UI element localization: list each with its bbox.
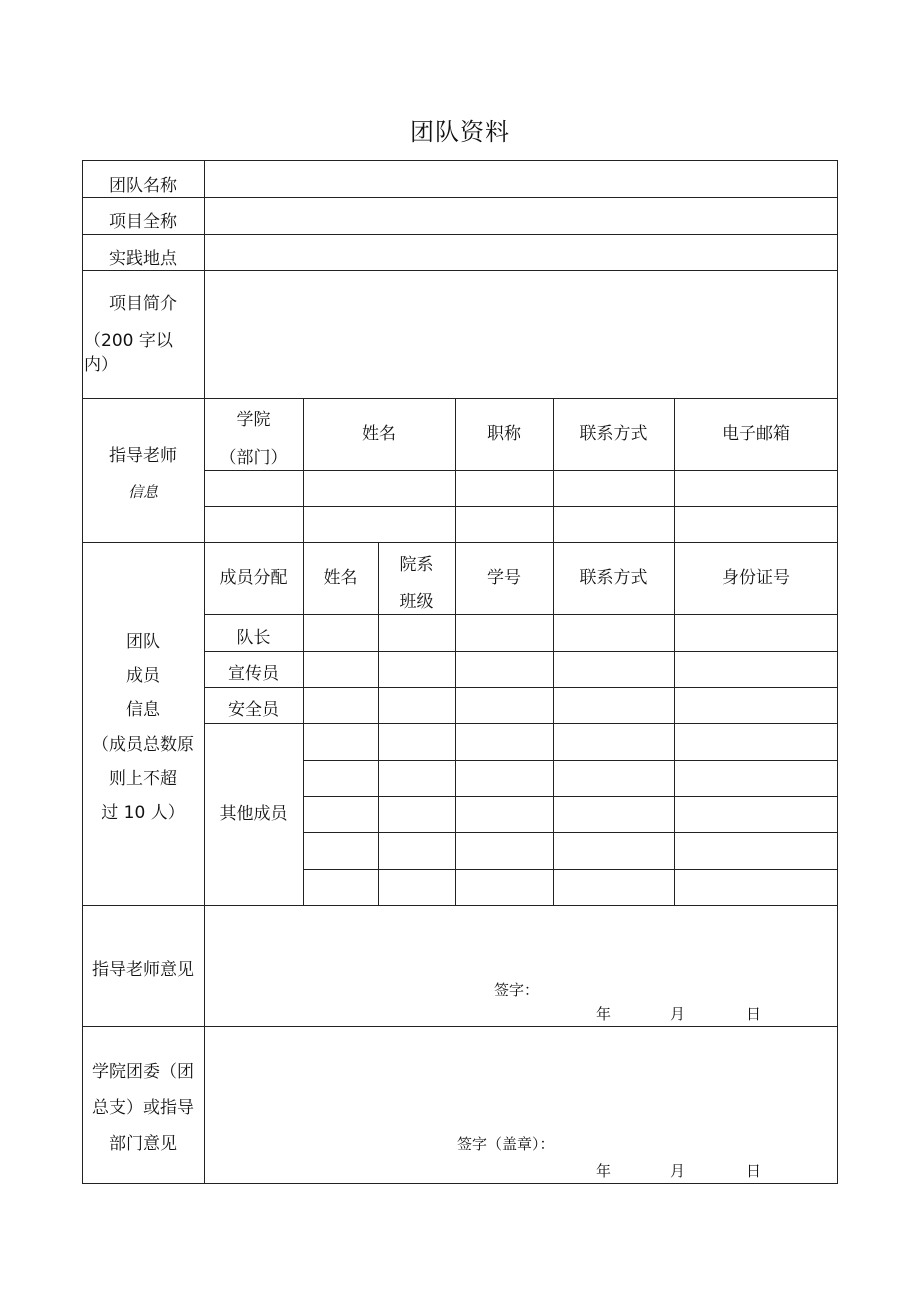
label-location: 实践地点 <box>109 249 177 269</box>
header-advisor-email: 电子邮箱 <box>722 424 790 444</box>
label-members-3: 信息 <box>126 700 160 720</box>
label-advisor: 指导老师 <box>109 446 177 466</box>
label-team-name: 团队名称 <box>109 176 177 196</box>
role-others: 其他成员 <box>219 804 288 824</box>
label-college-opinion-2: 总支）或指导 <box>92 1098 194 1118</box>
role-captain: 队长 <box>236 628 271 648</box>
header-college-dept: （部门） <box>219 448 288 468</box>
college-sign-year: 年 <box>596 1162 612 1180</box>
advisor-sign-month: 月 <box>670 1005 686 1023</box>
page-title: 团队资料 <box>410 118 510 146</box>
label-members-4: （成员总数原 <box>92 735 194 755</box>
header-dept: 院系 <box>399 555 434 575</box>
label-advisor-sub: 信息 <box>127 483 158 501</box>
header-member-contact: 联系方式 <box>579 568 648 588</box>
label-college-opinion-3: 部门意见 <box>109 1134 177 1154</box>
advisor-sign-year: 年 <box>596 1005 612 1023</box>
label-intro-note: （200 字以 <box>84 331 173 351</box>
header-advisor-title: 职称 <box>487 424 521 444</box>
team-info-form <box>82 160 838 1184</box>
header-college: 学院 <box>236 410 271 430</box>
role-safety: 安全员 <box>228 700 279 720</box>
label-members: 团队 <box>126 632 160 652</box>
label-college-opinion: 学院团委（团 <box>92 1062 194 1082</box>
role-publicity: 宣传员 <box>228 664 279 684</box>
college-sign-day: 日 <box>746 1162 762 1180</box>
header-role: 成员分配 <box>219 568 288 588</box>
header-advisor-name: 姓名 <box>362 424 396 444</box>
label-advisor-opinion: 指导老师意见 <box>92 960 194 980</box>
advisor-sign-label: 签字： <box>494 981 540 999</box>
header-advisor-contact: 联系方式 <box>579 424 648 444</box>
label-members-5: 则上不超 <box>109 769 177 789</box>
label-project-name: 项目全称 <box>109 212 177 232</box>
header-member-name: 姓名 <box>323 568 358 588</box>
header-student-id: 学号 <box>487 568 521 588</box>
header-class: 班级 <box>399 592 434 612</box>
header-id-number: 身份证号 <box>722 568 790 588</box>
advisor-sign-day: 日 <box>746 1005 762 1023</box>
college-sign-month: 月 <box>670 1162 686 1180</box>
label-intro-note-2: 内） <box>84 355 118 375</box>
college-sign-label: 签字（盖章）： <box>457 1135 555 1153</box>
label-intro: 项目简介 <box>109 294 177 314</box>
label-members-6: 过 10 人） <box>101 803 185 823</box>
label-members-2: 成员 <box>126 666 160 686</box>
